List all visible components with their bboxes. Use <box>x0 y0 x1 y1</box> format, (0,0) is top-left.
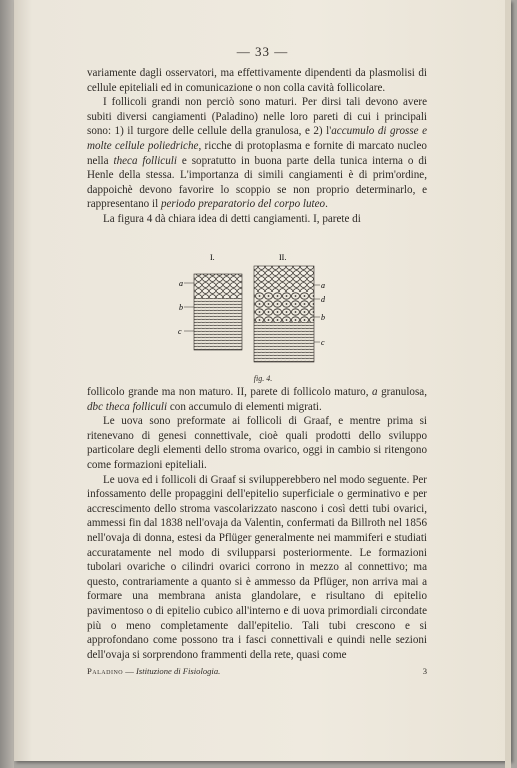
book-spine-edge <box>0 0 14 768</box>
paragraph-2 <box>87 95 427 212</box>
p2-italic-theca: theca folliculi <box>113 154 177 167</box>
p4-text-e: con accumulo di elementi migrati. <box>167 400 322 413</box>
footer-signature-mark: 3 <box>422 666 427 676</box>
page-footer <box>87 666 427 676</box>
panel-i-theca <box>194 298 242 350</box>
panel-i-letter-c: c <box>178 327 182 336</box>
paragraph-1: variamente dagli osservatori, ma effettivamente dipendenti da plasmolisi di cellule epiteliali ed in comunicazione o non colla cavità follicolare. <box>87 67 427 94</box>
footer-citation <box>87 666 220 676</box>
footer-dash: — <box>123 666 136 676</box>
panel-i-letter-a: a <box>179 279 183 288</box>
panel-ii-letter-c: c <box>321 338 325 347</box>
p2-text-c: , ricche di protoplasma e fornite di marcato nucleo nella <box>87 139 427 167</box>
p4-text-c: granulosa, <box>377 386 427 398</box>
panel-ii-letter-b: b <box>321 313 325 322</box>
p2-text-e: e sopratutto in buona parte della tunica interna o di Henle della stessa. L'importanza di simili cangiamenti è di prim'ordine, dappoichè devono favorire lo scoppio se non proprio determinarlo, e rappresentano il <box>87 154 427 211</box>
p2-italic-periodo: periodo preparatorio del corpo luteo <box>160 198 326 211</box>
page-edge <box>505 0 511 768</box>
panel-i-letter-b: b <box>179 303 183 312</box>
figure-caption: fig. 4. <box>253 374 273 383</box>
p2-text-g: . <box>325 198 328 211</box>
text-block-lower <box>87 385 427 662</box>
figure-4-drawing <box>174 252 352 372</box>
panel-ii-theca <box>254 322 314 362</box>
footer-work-title: Istituzione di Fisiologia. <box>136 666 221 676</box>
page-number: — 33 — <box>236 44 289 59</box>
figure-4 <box>174 252 344 392</box>
panel-i-granulosa <box>194 274 242 298</box>
paragraph-5: Le uova sono preformate ai follicoli di Graaf, e mentre prima si ritenevano di genesi connettivale, cioè quali prodotti dello sviluppo particolare degli elementi dello stroma ovarico, oggi in cambio si ritengono come formazioni epiteliali. <box>87 415 427 471</box>
panel-ii-cell-accumulation <box>254 292 314 322</box>
p2-italic-accumulo: accumulo di grosse e molte cellule poliedriche <box>87 125 427 152</box>
book-page <box>14 0 511 761</box>
p4-italic-dbc: dbc theca folliculi <box>87 400 168 413</box>
p2-text-a: I follicoli grandi non perciò sono maturi. Per dirsi tali devono avere subiti diversi cangiamenti (Paladino) nelle loro pareti di cui i principali sono: 1) il turgore delle cellule della granulosa, e 2) l' <box>87 96 427 138</box>
paragraph-4 <box>87 385 427 414</box>
paragraph-6: Le uova ed i follicoli di Graaf si svilupperebbero nel modo seguente. Per infossamento delle propaggini dell'epitelio superficiale o germinativo e per accrescimento dello stroma vascolarizzato nascono i così detti tubi ovarici, ammessi fin dal 1838 nell'ovaja da Valentin, confermati da Billroth nel 1856 nell'ovaja di donna, estesi da Pflüger generalmente nei mammiferi e studiati accuratamente nel modo di svilupparsi posteriormente. Le formazioni tubolari ovariche o cilindri ovarici corrono in mezzo al connettivo; ma questo, contrariamente a quanto si è ammesso da Pflüger, non arriva mai a formare una membrana anista glandolare, e risultano di epitelio pavimentoso o di epitelio cubico all'interno e di uova primordiali circondate più o meno completamente dall'epitelio. Tali tubi crescono e si approfondano come possono tra i fasci connettivali e quindi nelle sezioni dell'ovaja si sorprendono frammenti della rete, quasi come <box>87 473 427 661</box>
figure-label-ii: II. <box>279 253 287 262</box>
panel-ii-granulosa <box>254 266 314 292</box>
paragraph-3: La figura 4 dà chiara idea di detti cangiamenti. I, parete di <box>103 212 361 225</box>
panel-ii-letter-a: a <box>321 281 325 290</box>
figure-label-i: I. <box>210 253 215 262</box>
panel-ii-letter-d: d <box>321 295 325 304</box>
p4-text-a: follicolo grande ma non maturo. II, parete di follicolo maturo, <box>87 386 373 398</box>
text-block-upper <box>87 66 427 227</box>
footer-author: Paladino <box>87 666 124 676</box>
p4-italic-a: a <box>372 386 378 398</box>
